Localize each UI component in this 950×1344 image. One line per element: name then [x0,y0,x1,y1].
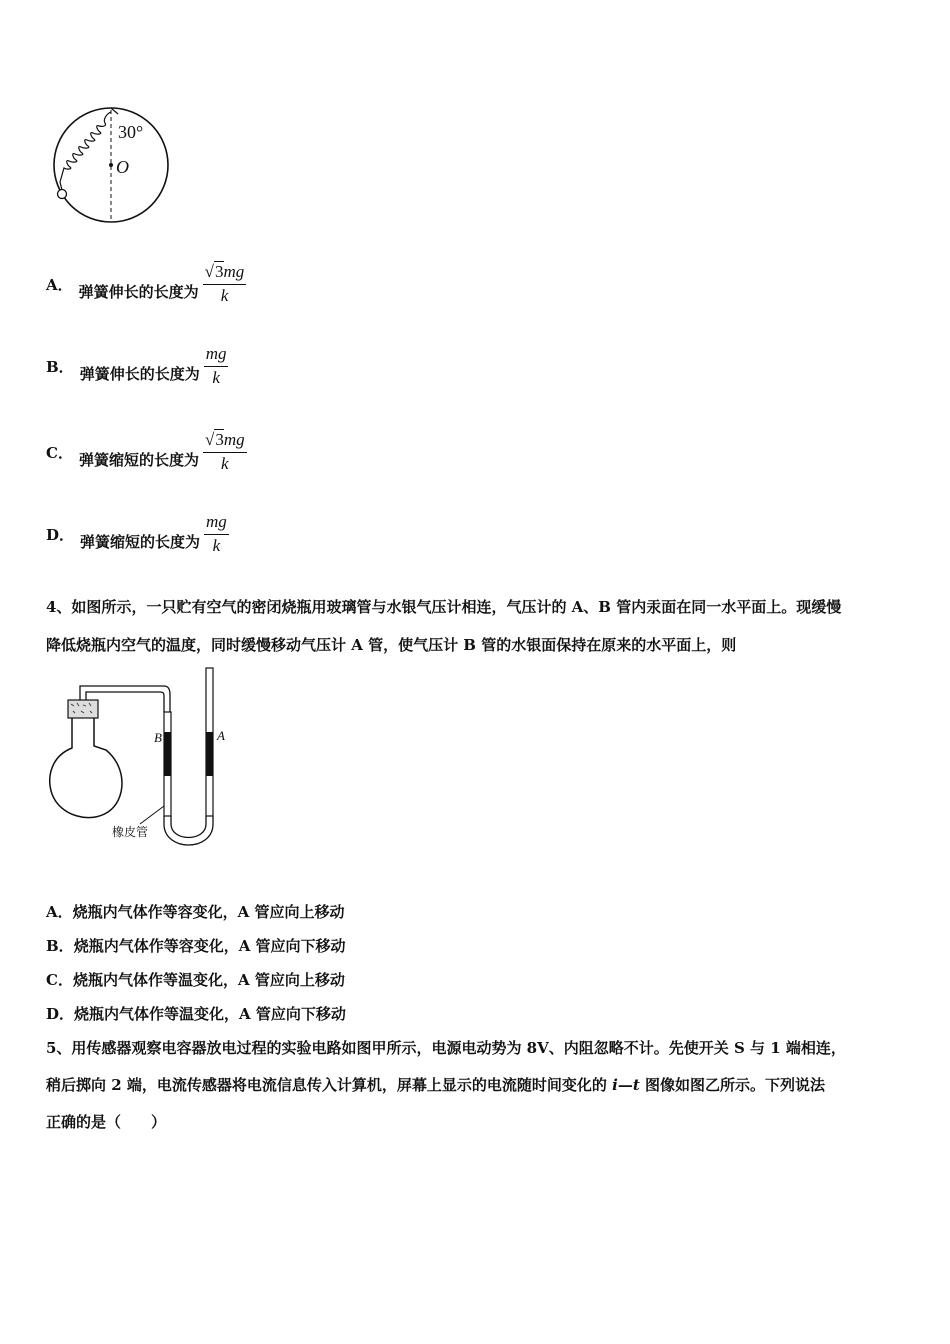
q4-option-a[interactable]: A．烧瓶内气体作等容变化，A 管应向上移动 [46,903,345,921]
q3-option-d[interactable]: D． 弹簧缩短的长度为 $\frac{mg}{k}$ [46,512,227,555]
center-label: O [116,157,129,177]
q3-option-b[interactable]: B． 弹簧伸长的长度为 $\frac{mg}{k}$ [46,344,227,387]
label-b: B [154,730,162,745]
ball [58,190,67,199]
q5-stem: 5、用传感器观察电容器放电过程的实验电路如图甲所示，电源电动势为 8V、内阻忽略不计。先使开关 S 与 1 端相连， 稍后掷向 2 端，电流传感器将电流信息传入计算机，屏幕上显示的电流随时间变化的 i—t 图像如图乙所示。下列说法 正确的是（ ） [46,1030,908,1141]
q4-option-c[interactable]: C．烧瓶内气体作等温变化，A 管应向上移动 [46,971,345,989]
label-rubber-tube: 橡皮管 [112,825,149,839]
q3-option-c[interactable]: C． 弹簧缩短的长度为 $\frac{√3mg}{k}$ [46,430,245,473]
flask-manometer-figure [46,664,236,854]
mercury-a [206,732,213,776]
q3-option-a[interactable]: A． 弹簧伸长的长度为 $\frac{√3mg}{k}$ [46,262,245,305]
q4-option-b[interactable]: B．烧瓶内气体作等容变化，A 管应向下移动 [46,937,346,955]
center-point [109,163,113,167]
fraction: $\frac{√3mg}{k}$ [204,262,245,305]
fraction: $\frac{mg}{k}$ [205,344,227,387]
spring-coil [60,112,111,190]
fraction: $\frac{mg}{k}$ [206,512,227,555]
flask [50,716,122,818]
label-a: A [217,728,225,743]
q5-line2: 稍后掷向 2 端，电流传感器将电流信息传入计算机，屏幕上显示的电流随时间变化的 i—t 图像如图乙所示。下列说法 [46,1076,825,1094]
mercury-b [164,732,171,776]
angle-label: 30° [118,122,144,142]
q4-stem: 4、如图所示，一只贮有空气的密闭烧瓶用玻璃管与水银气压计相连，气压计的 A、B 管内汞面在同一水平面上。现缓慢 降低烧瓶内空气的温度，同时缓慢移动气压计 A 管，使气压计 B 管的水银面保持在原来的水平面上，则 [46,598,842,654]
circle-spring-figure [48,104,178,228]
q4-option-d[interactable]: D．烧瓶内气体作等温变化，A 管应向下移动 [46,1005,346,1023]
fraction: $\frac{√3mg}{k}$ [204,430,245,473]
stopper [68,700,98,718]
pointer-line [140,806,164,824]
rubber-tube-inner [171,816,206,838]
